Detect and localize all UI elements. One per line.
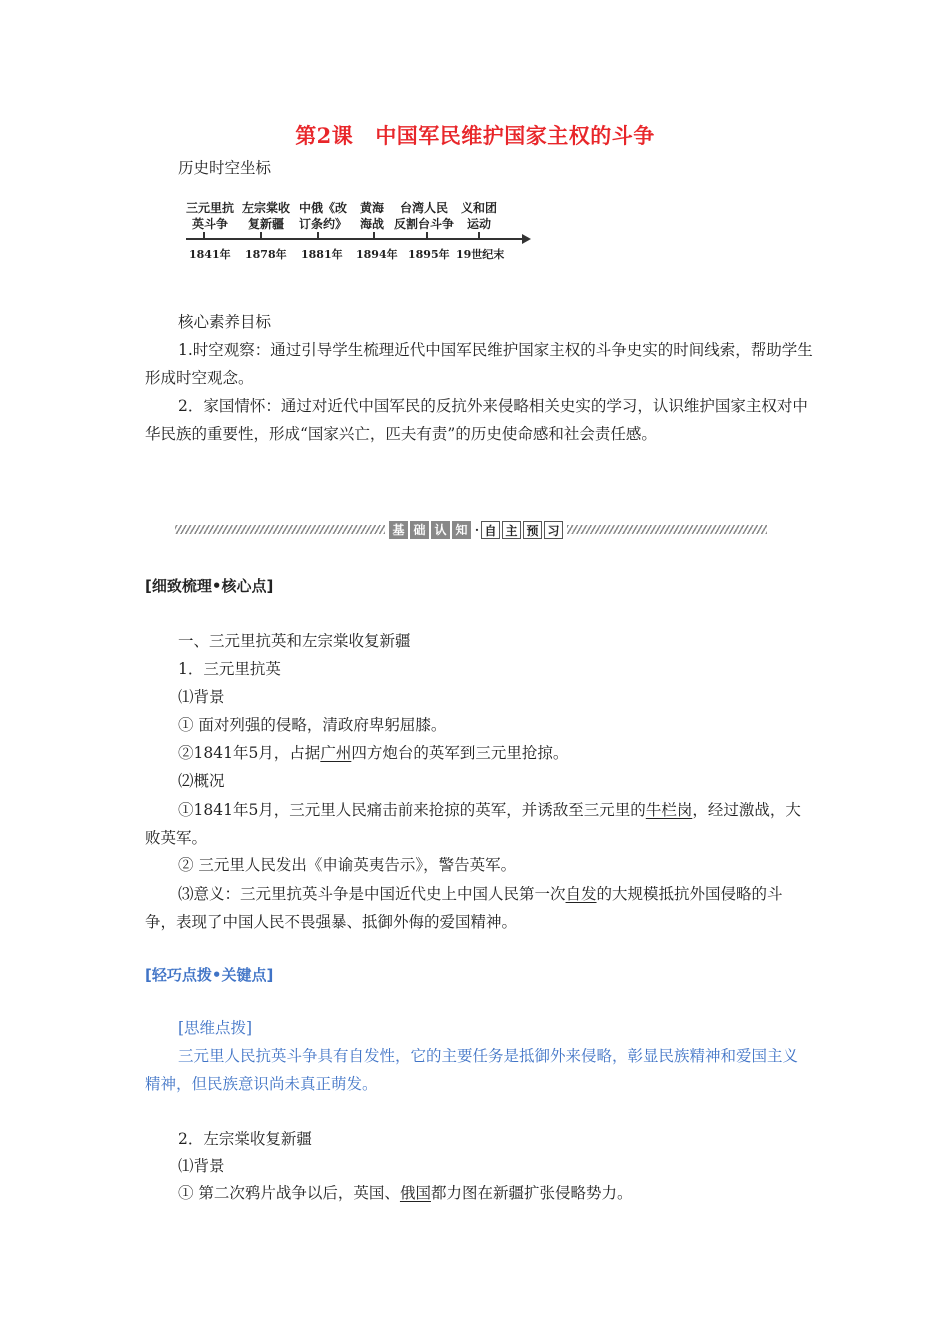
subheading-background: ⑴背景 <box>178 688 225 706</box>
timeline-tick <box>317 232 319 239</box>
timeline-heading: 历史时空坐标 <box>178 159 272 177</box>
overview-item-1: ①1841年5月，三元里人民痛击前来抢掠的英军，并诱敌至三元里的牛栏岗，经过激战，大败英军。 <box>145 801 801 847</box>
key-term: 牛栏岗 <box>645 801 693 819</box>
timeline-year: 1841年 <box>189 248 231 261</box>
timeline-year: 19世纪末 <box>456 248 505 261</box>
timeline-year: 1894年 <box>356 248 398 261</box>
hatch-decoration <box>175 525 385 534</box>
section-header: [细致梳理•核心点] <box>145 577 274 595</box>
subheading-overview: ⑵概况 <box>178 772 225 790</box>
timeline-tick <box>203 232 205 239</box>
timeline-axis <box>186 238 526 240</box>
section-divider-banner <box>175 519 767 541</box>
tip-section-header: [轻巧点拨•关键点] <box>145 966 274 984</box>
timeline-event: 台湾人民 反割台斗争 <box>394 201 455 231</box>
tip-text: 三元里人民抗英斗争具有自发性，它的主要任务是抵御外来侵略，彰显民族精神和爱国主义精神，但民族意识尚未真正萌发。 <box>145 1047 799 1093</box>
timeline-year: 1878年 <box>245 248 287 261</box>
timeline-event: 黄海 海战 <box>360 201 385 231</box>
tip-label: [思维点拨] <box>178 1019 253 1037</box>
timeline-arrow-icon <box>522 234 531 244</box>
timeline-event: 三元里抗 英斗争 <box>186 201 235 231</box>
subheading-background: ⑴背景 <box>178 1157 225 1175</box>
goal-item-2: 2．家国情怀：通过对近代中国军民的反抗外来侵略相关史实的学习，认识维护国家主权对中华民族的重要性，形成“国家兴亡，匹夫有责”的历史使命感和社会责任感。 <box>145 397 808 443</box>
timeline-event: 义和团 运动 <box>461 201 498 231</box>
background-item-1: ① 第二次鸦片战争以后，英国、俄国都力图在新疆扩张侵略势力。 <box>178 1184 633 1202</box>
section-heading: 一、三元里抗英和左宗棠收复新疆 <box>178 632 411 650</box>
timeline-event: 中俄《改 订条约》 <box>299 201 348 231</box>
lesson-number: 第2课 <box>295 123 354 148</box>
timeline-year: 1881年 <box>301 248 343 261</box>
page-title <box>0 120 950 150</box>
timeline-tick <box>373 232 375 239</box>
timeline-tick <box>478 232 480 239</box>
timeline <box>186 196 536 268</box>
hatch-decoration <box>567 525 767 534</box>
overview-item-2: ② 三元里人民发出《申谕英夷告示》，警告英军。 <box>178 856 517 874</box>
significance-paragraph: ⑶意义：三元里抗英斗争是中国近代史上中国人民第一次自发的大规模抵抗外国侵略的斗争，表现了中国人民不畏强暴、抵御外侮的爱国精神。 <box>145 885 783 931</box>
background-item-2: ②1841年5月，占据广州四方炮台的英军到三元里抢掠。 <box>178 744 569 762</box>
background-item-1: ① 面对列强的侵略，清政府卑躬屈膝。 <box>178 716 447 734</box>
timeline-year: 1895年 <box>408 248 450 261</box>
goals-heading: 核心素养目标 <box>178 313 272 331</box>
key-term: 俄国 <box>399 1184 431 1202</box>
timeline-tick <box>260 232 262 239</box>
key-term: 自发 <box>565 885 597 903</box>
subsection-heading: 2．左宗棠收复新疆 <box>178 1130 312 1148</box>
key-term: 广州 <box>320 744 352 762</box>
lesson-topic: 中国军民维护国家主权的斗争 <box>375 123 655 148</box>
subsection-heading: 1．三元里抗英 <box>178 660 281 678</box>
timeline-tick <box>426 232 428 239</box>
goal-item-1: 1.时空观察：通过引导学生梳理近代中国军民维护国家主权的斗争史实的时间线索，帮助学生形成时空观念。 <box>145 341 813 387</box>
timeline-event: 左宗棠收 复新疆 <box>242 201 291 231</box>
banner-label: 基 础 认 知 · 自 主 预 习 <box>389 520 565 539</box>
